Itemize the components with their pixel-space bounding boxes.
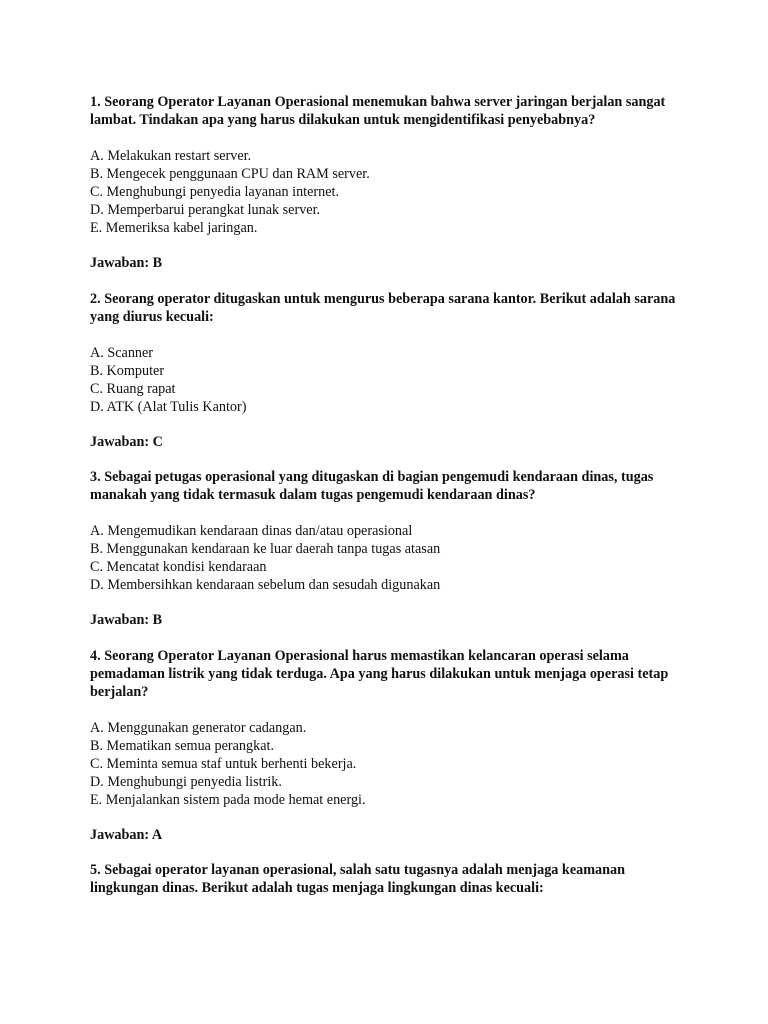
option-d: D. Membersihkan kendaraan sebelum dan sesudah digunakan [90, 577, 441, 593]
option-c: C. Meminta semua staf untuk berhenti bekerja. [90, 755, 357, 772]
question-text: 4. Seorang Operator Layanan Operasional harus memastikan kelancaran operasi selama pemadaman listrik yang tidak terduga. Apa yang harus dilakukan untuk menjaga operasi tetap berjalan? [90, 647, 669, 700]
option-c: C. Menghubungi penyedia layanan internet. [90, 184, 340, 200]
option-list [90, 147, 690, 237]
option-b: B. Menggunakan kendaraan ke luar daerah tanpa tugas atasan [90, 541, 441, 557]
document-page [90, 93, 690, 915]
option-b: B. Mengecek penggunaan CPU dan RAM server. [90, 166, 370, 182]
answer-key: Jawaban: B [90, 612, 163, 628]
option-d: D. Memperbarui perangkat lunak server. [90, 202, 321, 218]
option-b: B. Komputer [90, 362, 165, 379]
question-4 [90, 647, 690, 844]
option-a: A. Mengemudikan kendaraan dinas dan/atau operasional [90, 523, 413, 539]
option-c: C. Mencatat kondisi kendaraan [90, 559, 267, 575]
option-a: A. Menggunakan generator cadangan. [90, 719, 307, 736]
option-a: A. Melakukan restart server. [90, 148, 252, 164]
question-text: 1. Seorang Operator Layanan Operasional menemukan bahwa server jaringan berjalan sangat lambat. Tindakan apa yang harus dilakukan untuk mengidentifikasi penyebabnya? [90, 94, 666, 128]
option-e: E. Memeriksa kabel jaringan. [90, 220, 258, 236]
option-d: D. Menghubungi penyedia listrik. [90, 773, 282, 790]
answer-key: Jawaban: A [90, 826, 163, 843]
option-e: E. Menjalankan sistem pada mode hemat energi. [90, 791, 366, 808]
option-b: B. Mematikan semua perangkat. [90, 737, 274, 754]
answer-key: Jawaban: B [90, 255, 163, 271]
question-2 [90, 290, 690, 451]
question-text: 3. Sebagai petugas operasional yang ditugaskan di bagian pengemudi kendaraan dinas, tugas manakah yang tidak termasuk dalam tugas pengemudi kendaraan dinas? [90, 469, 654, 503]
question-text: 2. Seorang operator ditugaskan untuk mengurus beberapa sarana kantor. Berikut adalah sarana yang diurus kecuali: [90, 290, 676, 325]
option-a: A. Scanner [90, 344, 154, 361]
option-list [90, 522, 690, 594]
option-d: D. ATK (Alat Tulis Kantor) [90, 398, 247, 415]
question-text: 5. Sebagai operator layanan operasional, salah satu tugasnya adalah menjaga keamanan lingkungan dinas. Berikut adalah tugas menjaga lingkungan dinas kecuali: [90, 862, 625, 896]
option-list [90, 719, 690, 809]
option-c: C. Ruang rapat [90, 380, 176, 397]
question-1 [90, 93, 690, 272]
question-5 [90, 861, 690, 897]
answer-key: Jawaban: C [90, 433, 163, 450]
question-3 [90, 468, 690, 629]
option-list [90, 344, 690, 416]
